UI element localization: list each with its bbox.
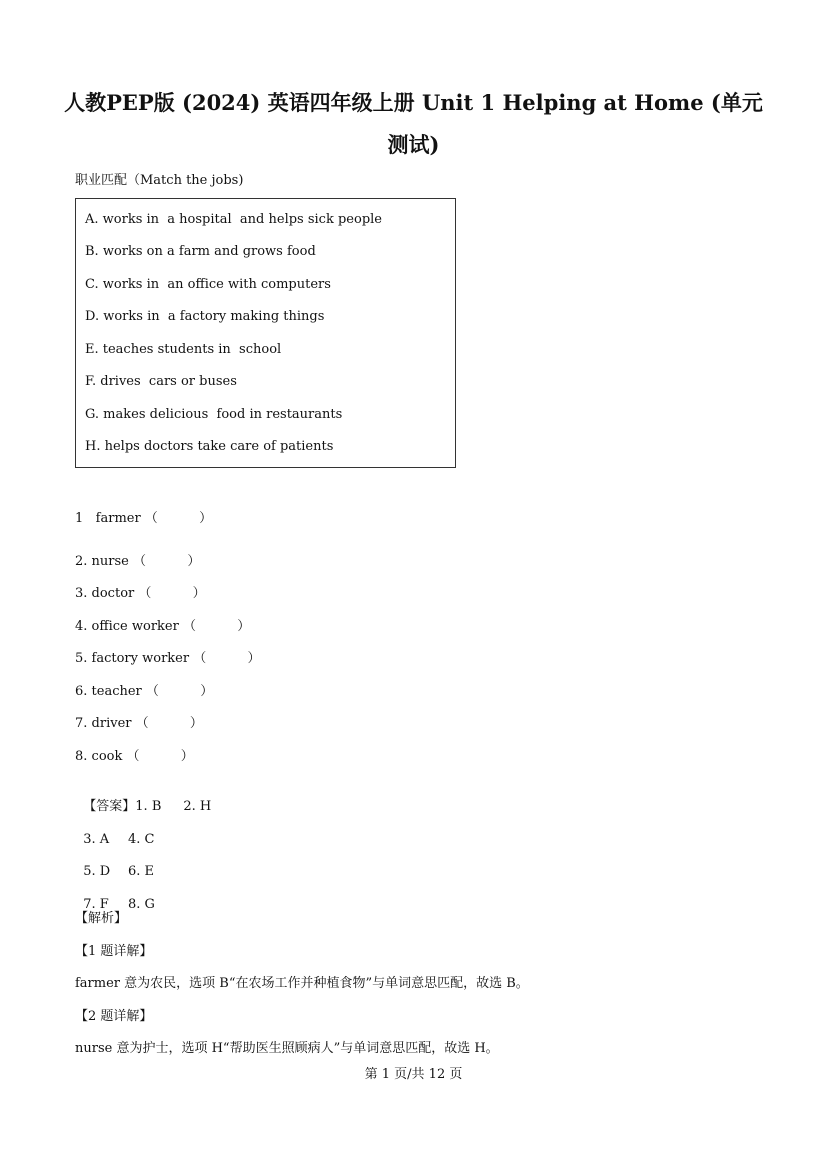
answer-label: 【答案】 (83, 799, 136, 814)
answer-8: 8. G (128, 897, 155, 912)
answer-5: 5. D (83, 864, 111, 879)
answer-6: 6. E (128, 864, 155, 879)
options-box (75, 198, 456, 468)
question-2: 2. nurse （ ） (75, 554, 201, 569)
option-a: A. works in a hospital and helps sick people (85, 212, 382, 227)
section-heading: 职业匹配（Match the jobs) (75, 173, 244, 188)
question-3: 3. doctor （ ） (75, 586, 206, 601)
option-f: F. drives cars or buses (85, 374, 237, 389)
option-b: B. works on a farm and grows food (85, 244, 316, 259)
option-g: G. makes delicious food in restaurants (85, 407, 343, 422)
answer-row-2 (75, 813, 155, 849)
answer-2: 2. H (183, 799, 212, 814)
option-c: C. works in an office with computers (85, 277, 331, 292)
answer-row-4 (75, 878, 155, 914)
q1-analysis-heading: 【1 题详解】 (75, 944, 153, 959)
question-4: 4. office worker （ ） (75, 619, 251, 634)
q2-analysis-text: nurse 意为护士，选项 H“帮助医生照顾病人”与单词意思匹配，故选 H。 (75, 1041, 499, 1056)
question-6: 6. teacher （ ） (75, 684, 214, 699)
answer-3: 3. A (83, 832, 110, 847)
q1-analysis-text: farmer 意为农民，选项 B“在农场工作并种植食物”与单词意思匹配，故选 B。 (75, 976, 529, 991)
question-7: 7. driver （ ） (75, 716, 203, 731)
q2-analysis-heading: 【2 题详解】 (75, 1009, 153, 1024)
answer-7: 7. F (83, 897, 109, 912)
option-e: E. teaches students in school (85, 342, 282, 357)
answer-row-1 (75, 780, 211, 816)
question-5: 5. factory worker （ ） (75, 651, 261, 666)
answer-4: 4. C (128, 832, 155, 847)
option-d: D. works in a factory making things (85, 309, 325, 324)
question-1: 1 farmer （ ） (75, 511, 213, 526)
answer-1: 1. B (135, 799, 162, 814)
document-title: 人教PEP版 (2024) 英语四年级上册 Unit 1 Helping at Home (单元测试) (64, 90, 763, 157)
option-h: H. helps doctors take care of patients (85, 439, 334, 454)
analysis-heading: 【解析】 (75, 911, 128, 926)
page-footer: 第 1 页/共 12 页 (364, 1067, 463, 1082)
answer-row-3 (75, 845, 155, 881)
question-8: 8. cook （ ） (75, 749, 194, 764)
